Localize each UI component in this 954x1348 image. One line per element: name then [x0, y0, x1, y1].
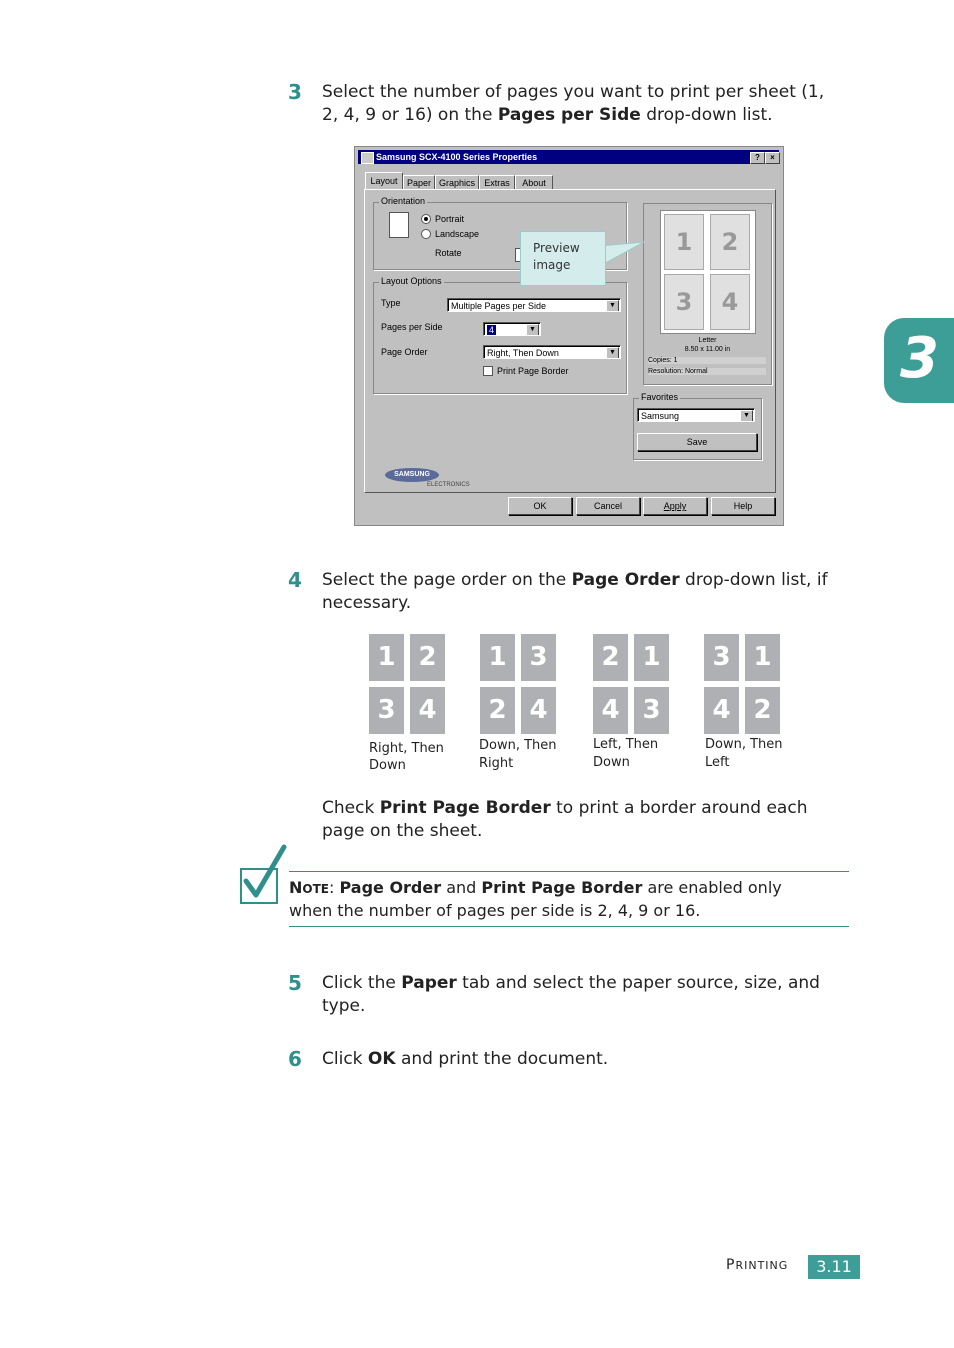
cancel-button[interactable]: Cancel — [576, 497, 640, 515]
help-title-button[interactable]: ? — [750, 152, 765, 164]
chevron-down-icon: ▼ — [606, 347, 619, 359]
dialog-titlebar — [358, 150, 779, 164]
page-orientation-icon — [389, 212, 409, 238]
ok-button[interactable]: OK — [508, 497, 572, 515]
order-caption: Down — [593, 755, 630, 770]
chevron-down-icon: ▼ — [740, 410, 753, 422]
order-caption: Down, Then — [479, 738, 557, 753]
preview-sheet — [660, 210, 756, 334]
print-page-border-checkbox[interactable] — [483, 366, 493, 376]
step-3-text — [322, 81, 852, 127]
chevron-down-icon: ▼ — [606, 300, 619, 312]
preview-page: 2 — [710, 214, 750, 270]
preview-image-callout — [520, 231, 606, 286]
preview-page: 1 — [664, 214, 704, 270]
dialog-title: Samsung SCX-4100 Series Properties — [376, 152, 538, 162]
type-select[interactable]: Multiple Pages per Side ▼ — [447, 298, 621, 312]
step-5-line1: Click the Paper tab and select the paper source, size, and — [322, 973, 820, 993]
favorites-label: Favorites — [641, 392, 679, 402]
step-3-line2: 2, 4, 9 or 16) on the Pages per Side drop-down list. — [322, 105, 773, 125]
help-button[interactable]: Help — [711, 497, 775, 515]
chapter-tab — [884, 318, 954, 403]
step-6-text: Click OK and print the document. — [322, 1049, 609, 1069]
step-number: 3 — [288, 80, 302, 104]
page-order-label: Page Order — [381, 347, 428, 357]
order-caption: Left — [705, 755, 730, 770]
order-cell: 3 — [521, 634, 556, 681]
copies-info: Copies: 1 — [648, 357, 766, 364]
samsung-logo: SAMSUNG — [385, 468, 439, 482]
favorites-select[interactable]: Samsung ▼ — [637, 408, 755, 422]
step-3-line1: Select the number of pages you want to print per sheet (1, — [322, 82, 825, 102]
print-page-border-label: Print Page Border — [497, 366, 569, 376]
chapter-number: 3 — [900, 326, 939, 391]
tab-graphics[interactable]: Graphics — [435, 175, 479, 190]
tab-layout[interactable]: Layout — [365, 172, 403, 190]
order-cell: 4 — [521, 687, 556, 734]
preview-box — [643, 203, 772, 385]
order-cell: 2 — [480, 687, 515, 734]
order-cell: 1 — [634, 634, 669, 681]
tab-extras[interactable]: Extras — [479, 175, 515, 190]
step-number: 6 — [288, 1047, 302, 1071]
order-cell: 2 — [410, 634, 445, 681]
step-5-text — [322, 972, 852, 1018]
order-cell: 3 — [369, 687, 404, 734]
orientation-label: Orientation — [381, 196, 426, 206]
order-cell: 1 — [369, 634, 404, 681]
check-line2: page on the sheet. — [322, 821, 483, 841]
note-line1: NOTE: Page Order and Print Page Border are enabled only — [289, 878, 782, 897]
callout-line2: image — [533, 258, 571, 272]
landscape-radio[interactable] — [421, 229, 431, 239]
resolution-info: Resolution: Normal — [648, 368, 766, 375]
step-5-line2: type. — [322, 996, 366, 1016]
order-caption: Right — [479, 756, 514, 771]
step-4-line1: Select the page order on the Page Order drop-down list, if — [322, 570, 828, 590]
chevron-down-icon: ▼ — [526, 324, 539, 336]
preview-page: 4 — [710, 274, 750, 330]
type-label: Type — [381, 298, 401, 308]
paper-size: 8.50 x 11.00 in — [684, 346, 731, 353]
portrait-radio[interactable] — [421, 214, 431, 224]
tab-paper[interactable]: Paper — [403, 175, 435, 190]
portrait-label: Portrait — [435, 214, 465, 224]
check-line1: Check Print Page Border to print a border around each — [322, 798, 808, 818]
order-cell: 4 — [593, 687, 628, 734]
pages-per-side-label: Pages per Side — [381, 322, 443, 332]
printer-icon — [361, 152, 374, 164]
order-cell: 3 — [634, 687, 669, 734]
step-number: 5 — [288, 971, 302, 995]
page-order-select[interactable]: Right, Then Down ▼ — [483, 345, 621, 359]
close-icon[interactable]: × — [765, 152, 780, 164]
order-cell: 2 — [593, 634, 628, 681]
footer-section-name: PRINTING — [726, 1257, 789, 1273]
order-cell: 1 — [745, 634, 780, 681]
order-cell: 1 — [480, 634, 515, 681]
check-border-text — [322, 797, 852, 843]
step-number: 4 — [288, 568, 302, 592]
callout-pointer — [600, 238, 650, 268]
order-caption: Left, Then — [593, 737, 659, 752]
note-line2: when the number of pages per side is 2, 4, 9 or 16. — [289, 901, 701, 920]
order-cell: 3 — [704, 634, 739, 681]
rotate-label: Rotate — [435, 248, 462, 258]
landscape-label: Landscape — [435, 229, 480, 239]
order-caption: Down — [369, 758, 406, 773]
save-button[interactable]: Save — [637, 433, 757, 451]
step-4-text — [322, 569, 852, 615]
pages-per-side-select[interactable]: 4 ▼ — [483, 322, 541, 336]
order-caption: Right, Then — [369, 741, 444, 756]
order-caption: Down, Then — [705, 737, 783, 752]
order-cell: 4 — [410, 687, 445, 734]
page-number: 3.11 — [808, 1255, 860, 1279]
preview-page: 3 — [664, 274, 704, 330]
order-cell: 2 — [745, 687, 780, 734]
step-4-line2: necessary. — [322, 593, 412, 613]
properties-dialog — [354, 146, 784, 526]
checkmark-note-icon — [238, 843, 288, 907]
order-cell: 4 — [704, 687, 739, 734]
paper-name: Letter — [698, 337, 717, 344]
callout-line1: Preview — [533, 241, 580, 255]
apply-button[interactable]: Apply — [643, 497, 707, 515]
logo-subtext: ELECTRONICS — [427, 482, 470, 488]
note-text — [289, 877, 849, 921]
tab-about[interactable]: About — [515, 175, 553, 190]
layout-options-label: Layout Options — [381, 276, 442, 286]
note-top-rule — [289, 871, 849, 872]
note-bottom-rule — [289, 926, 849, 927]
